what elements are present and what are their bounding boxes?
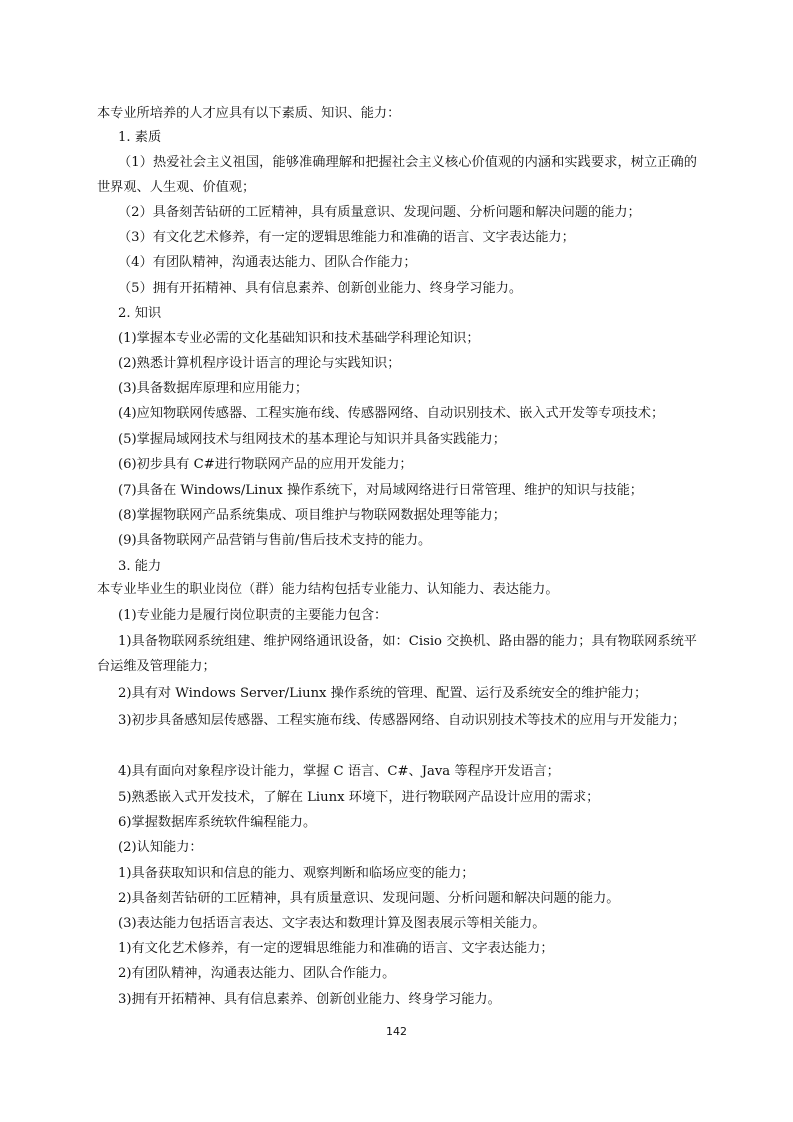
expression-ability-item-2: 2)有团队精神，沟通表达能力、团队合作能力。 — [118, 966, 396, 981]
professional-ability-item-1: 1)具备物联网系统组建、维护网络通讯设备，如：Cisio 交换机、路由器的能力；具有物联网系统平台运维及管理能力； — [97, 634, 697, 674]
professional-ability-item-4: 4)具有面向对象程序设计能力，掌握 C 语言、C#、Java 等程序开发语言； — [118, 764, 560, 779]
intro-paragraph: 本专业所培养的人才应具有以下素质、知识、能力： — [97, 106, 401, 121]
expression-ability-item-1: 1)有文化艺术修养，有一定的逻辑思维能力和准确的语言、文字表达能力； — [118, 941, 554, 956]
professional-ability-item-6: 6)掌握数据库系统软件编程能力。 — [118, 815, 317, 830]
professional-ability-item-5: 5)熟悉嵌入式开发技术，了解在 Liunx 环境下，进行物联网产品设计应用的需求； — [118, 790, 600, 805]
knowledge-item-9: (9)具备物联网产品营销与售前/售后技术支持的能力。 — [118, 533, 432, 548]
quality-item-4: （4）有团队精神，沟通表达能力、团队合作能力； — [118, 255, 417, 270]
knowledge-item-6: (6)初步具有 C#进行物联网产品的应用开发能力； — [118, 457, 413, 472]
section-heading-knowledge: 2. 知识 — [118, 306, 162, 321]
professional-ability-item-2: 2)具有对 Windows Server/Liunx 操作系统的管理、配置、运行及系统安全的维护能力； — [118, 686, 648, 701]
knowledge-item-3: (3)具备数据库原理和应用能力； — [118, 381, 309, 396]
knowledge-item-7: (7)具备在 Windows/Linux 操作系统下，对局域网络进行日常管理、维护的知识与技能； — [118, 483, 643, 498]
section-heading-ability: 3. 能力 — [118, 559, 162, 574]
knowledge-item-8: (8)掌握物联网产品系统集成、项目维护与物联网数据处理等能力； — [118, 508, 506, 523]
expression-ability-heading: (3)表达能力包括语言表达、文字表达和数理计算及图表展示等相关能力。 — [118, 916, 546, 931]
knowledge-item-1: (1)掌握本专业必需的文化基础知识和技术基础学科理论知识； — [118, 331, 480, 346]
knowledge-item-4: (4)应知物联网传感器、工程实施布线、传感器网络、自动识别技术、嵌入式开发等专项技术； — [118, 406, 665, 421]
cognitive-ability-heading: (2)认知能力： — [118, 840, 203, 855]
ability-intro: 本专业毕业生的职业岗位（群）能力结构包括专业能力、认知能力、表达能力。 — [97, 582, 559, 597]
quality-item-2: （2）具备刻苦钻研的工匠精神，具有质量意识、发现问题、分析问题和解决问题的能力； — [118, 205, 641, 220]
knowledge-item-2: (2)熟悉计算机程序设计语言的理论与实践知识； — [118, 356, 401, 371]
professional-ability-heading: (1)专业能力是履行岗位职责的主要能力包含： — [118, 608, 388, 623]
knowledge-item-5: (5)掌握局域网技术与组网技术的基本理论与知识并具备实践能力； — [118, 432, 506, 447]
section-heading-quality: 1. 素质 — [118, 130, 162, 145]
quality-item-1: （1）热爱社会主义祖国，能够准确理解和把握社会主义核心价值观的内涵和实践要求，树立正确的世界观、人生观、价值观； — [97, 155, 697, 195]
professional-ability-item-3: 3)初步具备感知层传感器、工程实施布线、传感器网络、自动识别技术等技术的应用与开发能力； — [118, 713, 686, 728]
expression-ability-item-3: 3)拥有开拓精神、具有信息素养、创新创业能力、终身学习能力。 — [118, 992, 501, 1007]
quality-item-3: （3）有文化艺术修养，有一定的逻辑思维能力和准确的语言、文字表达能力； — [118, 230, 575, 245]
quality-item-5: （5）拥有开拓精神、具有信息素养、创新创业能力、终身学习能力。 — [118, 281, 523, 296]
page-number: 142 — [386, 1025, 407, 1038]
cognitive-ability-item-1: 1)具备获取知识和信息的能力、观察判断和临场应变的能力； — [118, 866, 475, 881]
cognitive-ability-item-2: 2)具备刻苦钻研的工匠精神，具有质量意识、发现问题、分析问题和解决问题的能力。 — [118, 891, 620, 906]
